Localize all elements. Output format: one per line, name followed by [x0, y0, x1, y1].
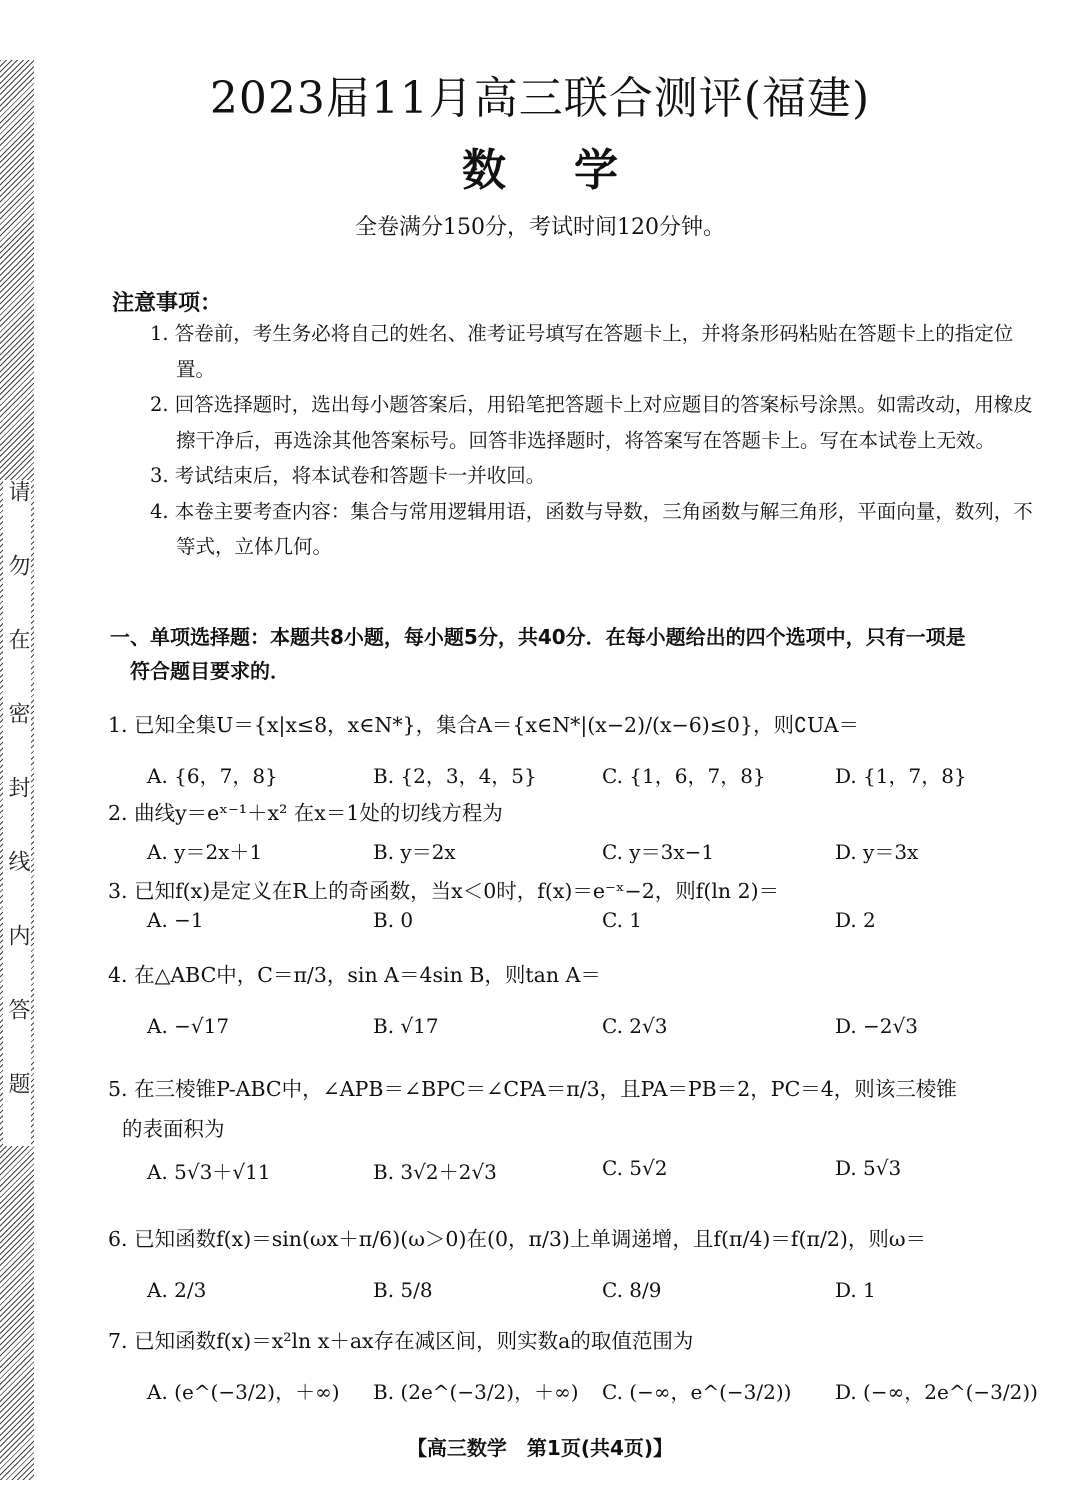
page-footer: 【高三数学 第1页(共4页)】	[406, 1436, 674, 1460]
option-b: B. 5/8	[373, 1278, 433, 1302]
option-b: B. (2e^(−3/2)，＋∞)	[373, 1380, 579, 1404]
question-4-stem: 4. 在△ABC中，C＝π/3，sin A＝4sin B，则tan A＝	[108, 963, 601, 987]
note-item: 2. 回答选择题时，选出每小题答案后，用铅笔把答题卡上对应题目的答案标号涂黑。如需改动，用橡皮擦干净后，再选涂其他答案标号。回答非选择题时，将答案写在答题卡上。写在本试卷上无效。	[150, 393, 1033, 452]
option-b: B. √17	[373, 1014, 439, 1038]
option-d: D. −2√3	[835, 1014, 918, 1038]
option-c: C. (−∞，e^(−3/2))	[602, 1380, 792, 1404]
section-heading-line2: 符合题目要求的．	[130, 659, 290, 683]
option-d: D. 2	[835, 908, 876, 932]
question-3-stem: 3. 已知f(x)是定义在R上的奇函数，当x＜0时，f(x)＝e⁻ˣ−2，则f(ln 2)＝	[108, 879, 780, 903]
option-c: C. 8/9	[602, 1278, 662, 1302]
option-c: C. 1	[602, 908, 643, 932]
exam-title: 2023届11月高三联合测评(福建)	[209, 73, 871, 124]
option-d: D. 5√3	[835, 1156, 902, 1180]
option-a: A. 2/3	[147, 1278, 207, 1302]
note-item: 1. 答卷前，考生务必将自己的姓名、准考证号填写在答题卡上，并将条形码粘贴在答题卡上的指定位置。	[150, 322, 1014, 381]
exam-info: 全卷满分150分，考试时间120分钟。	[355, 215, 725, 240]
notes-list	[150, 316, 1038, 565]
option-c: C. {1，6，7，8}	[602, 764, 766, 788]
option-c: C. y＝3x−1	[602, 840, 715, 864]
subject-title: 数学	[462, 145, 686, 196]
option-a: A. −√17	[147, 1014, 230, 1038]
option-d: D. {1，7，8}	[835, 764, 967, 788]
question-1-stem: 1. 已知全集U＝{x|x≤8，x∈N*}，集合A＝{x∈N*|(x−2)/(x−6)≤0}，则∁UA＝	[108, 713, 860, 737]
question-6-stem: 6. 已知函数f(x)＝sin(ωx＋π/6)(ω＞0)在(0，π/3)上单调递增，且f(π/4)＝f(π/2)，则ω＝	[108, 1227, 927, 1251]
question-2-stem: 2. 曲线y＝eˣ⁻¹＋x² 在x＝1处的切线方程为	[108, 801, 503, 825]
option-a: A. (e^(−3/2)，＋∞)	[147, 1380, 340, 1404]
option-d: D. (−∞，2e^(−3/2))	[835, 1380, 1038, 1404]
option-b: B. y＝2x	[373, 840, 456, 864]
option-b: B. {2，3，4，5}	[373, 764, 537, 788]
section-heading-line1: 一、单项选择题：本题共8小题，每小题5分，共40分．在每小题给出的四个选项中，只有一项是	[110, 625, 966, 649]
option-b: B. 0	[373, 908, 414, 932]
notes-title: 注意事项：	[112, 291, 223, 316]
option-c: C. 2√3	[602, 1014, 668, 1038]
option-a: A. 5√3＋√11	[147, 1160, 271, 1184]
note-item: 3. 考试结束后，将本试卷和答题卡一并收回。	[150, 464, 546, 487]
option-b: B. 3√2＋2√3	[373, 1160, 497, 1184]
option-a: A. y＝2x＋1	[147, 840, 263, 864]
option-c: C. 5√2	[602, 1156, 668, 1180]
binding-warning-text: 请勿在密封线内答题	[5, 480, 30, 1146]
note-item: 4. 本卷主要考查内容：集合与常用逻辑用语，函数与导数，三角函数与解三角形，平面向量，数列，不等式，立体几何。	[150, 499, 1033, 558]
option-d: D. y＝3x	[835, 840, 919, 864]
question-5-stem: 5. 在三棱锥P-ABC中，∠APB＝∠BPC＝∠CPA＝π/3，且PA＝PB＝2，PC＝4，则该三棱锥	[108, 1077, 957, 1101]
option-a: A. −1	[147, 908, 204, 932]
option-d: D. 1	[835, 1278, 876, 1302]
option-a: A. {6，7，8}	[147, 764, 278, 788]
section-heading	[110, 620, 1040, 688]
question-7-stem: 7. 已知函数f(x)＝x²ln x＋ax存在减区间，则实数a的取值范围为	[108, 1329, 694, 1353]
question-5-stem-cont: 的表面积为	[122, 1117, 225, 1141]
